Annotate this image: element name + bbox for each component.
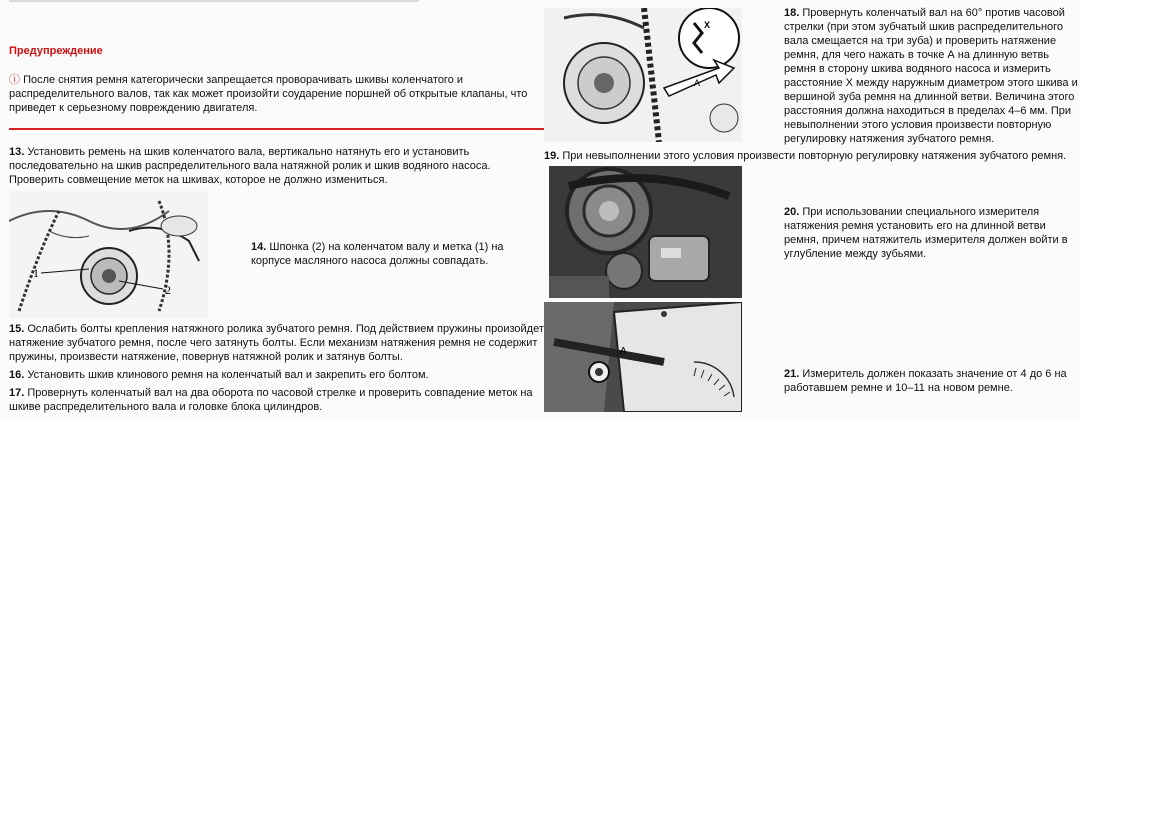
step-number: 15. xyxy=(9,323,25,335)
step-number: 21. xyxy=(784,368,800,380)
step-number: 14. xyxy=(251,241,267,253)
step-14 xyxy=(251,240,521,268)
step-text: Установить шкив клинового ремня на коленчатый вал и закрепить его болтом. xyxy=(27,369,429,381)
step-number: 16. xyxy=(9,369,25,381)
step-text: При использовании специального измерителя натяжения ремня установить его на длинной ветви ремня, причем натяжитель измерителя должен войти в углубление между зубьями. xyxy=(784,206,1068,260)
warning-circle-icon: ⓘ xyxy=(9,74,20,86)
warning-title: Предупреждение xyxy=(9,45,103,57)
step-17 xyxy=(9,386,544,414)
step-text: Измеритель должен показать значение от 4 до 6 на работавшем ремне и 10–11 на новом ремне. xyxy=(784,368,1067,394)
divider-rule xyxy=(9,128,544,130)
document-page xyxy=(0,0,1080,418)
figure-crankshaft-key xyxy=(9,191,208,318)
figure-gauge-reading-photo xyxy=(544,302,742,412)
warning-paragraph xyxy=(9,73,541,115)
step-text: Установить ремень на шкив коленчатого вала, вертикально натянуть его и установить последовательно на шкив распределительного вала натяжной ролик и шкив водяного насоса. Проверить совмещение меток на шкивах, которое не должно измениться. xyxy=(9,146,491,186)
step-text: Ослабить болты крепления натяжного ролика зубчатого ремня. Под действием пружины произойдет натяжение зубчатого ремня, после чего затянуть болты. Если механизм натяжения ремня не содержит пружины, произвести натяжение, повернув натяжной ролик и затянув болты. xyxy=(9,323,544,363)
warning-text: После снятия ремня категорически запрещается проворачивать шкивы коленчатого и распределительного валов, так как может произойти соударение поршней об открытые клапаны, что приведет к серьезному повреждению двигателя. xyxy=(9,74,528,114)
step-number: 19. xyxy=(544,150,560,162)
step-19 xyxy=(544,149,1079,163)
step-text: Шпонка (2) на коленчатом валу и метка (1) на корпусе масляного насоса должны совпадать. xyxy=(251,241,504,267)
step-number: 17. xyxy=(9,387,25,399)
figure-tension-gauge-photo xyxy=(549,166,742,298)
step-number: 18. xyxy=(784,7,800,19)
clipped-text-fragment xyxy=(9,0,419,2)
step-number: 20. xyxy=(784,206,800,218)
step-18 xyxy=(784,6,1079,146)
figure-label-2: 2 xyxy=(165,283,171,297)
figure-label-a: A xyxy=(620,346,627,357)
step-13 xyxy=(9,145,509,187)
step-text: При невыполнении этого условия произвести повторную регулировку натяжения зубчатого ремня. xyxy=(562,150,1067,162)
step-20 xyxy=(784,205,1079,261)
step-number: 13. xyxy=(9,146,25,158)
figure-label-x: X xyxy=(704,20,711,30)
step-21 xyxy=(784,367,1079,395)
step-16 xyxy=(9,368,544,382)
figure-label-a: A xyxy=(694,78,701,88)
step-text: Провернуть коленчатый вал на два оборота по часовой стрелке и проверить совпадение меток на шкиве распределительного вала и головке блока цилиндров. xyxy=(9,387,533,413)
figure-label-1: 1 xyxy=(33,266,39,280)
step-text: Провернуть коленчатый вал на 60° против часовой стрелки (при этом зубчатый шкив распределительного вала смещается на три зуба) и проверить натяжение ремня, для чего нажать в точке А на длинную ветвь ремня в сторону шкива водяного насоса и измерить расстояние Х между наружным диаметром этого шкива и вершиной зуба ремня на длинной ветви. Величина этого расстояния должна находиться в пределах 4–6 мм. При невыполнении этого условия произвести повторную регулировку натяжения зубчатого ремня. xyxy=(784,7,1078,145)
step-15 xyxy=(9,322,544,364)
figure-belt-tension-check xyxy=(544,8,742,142)
